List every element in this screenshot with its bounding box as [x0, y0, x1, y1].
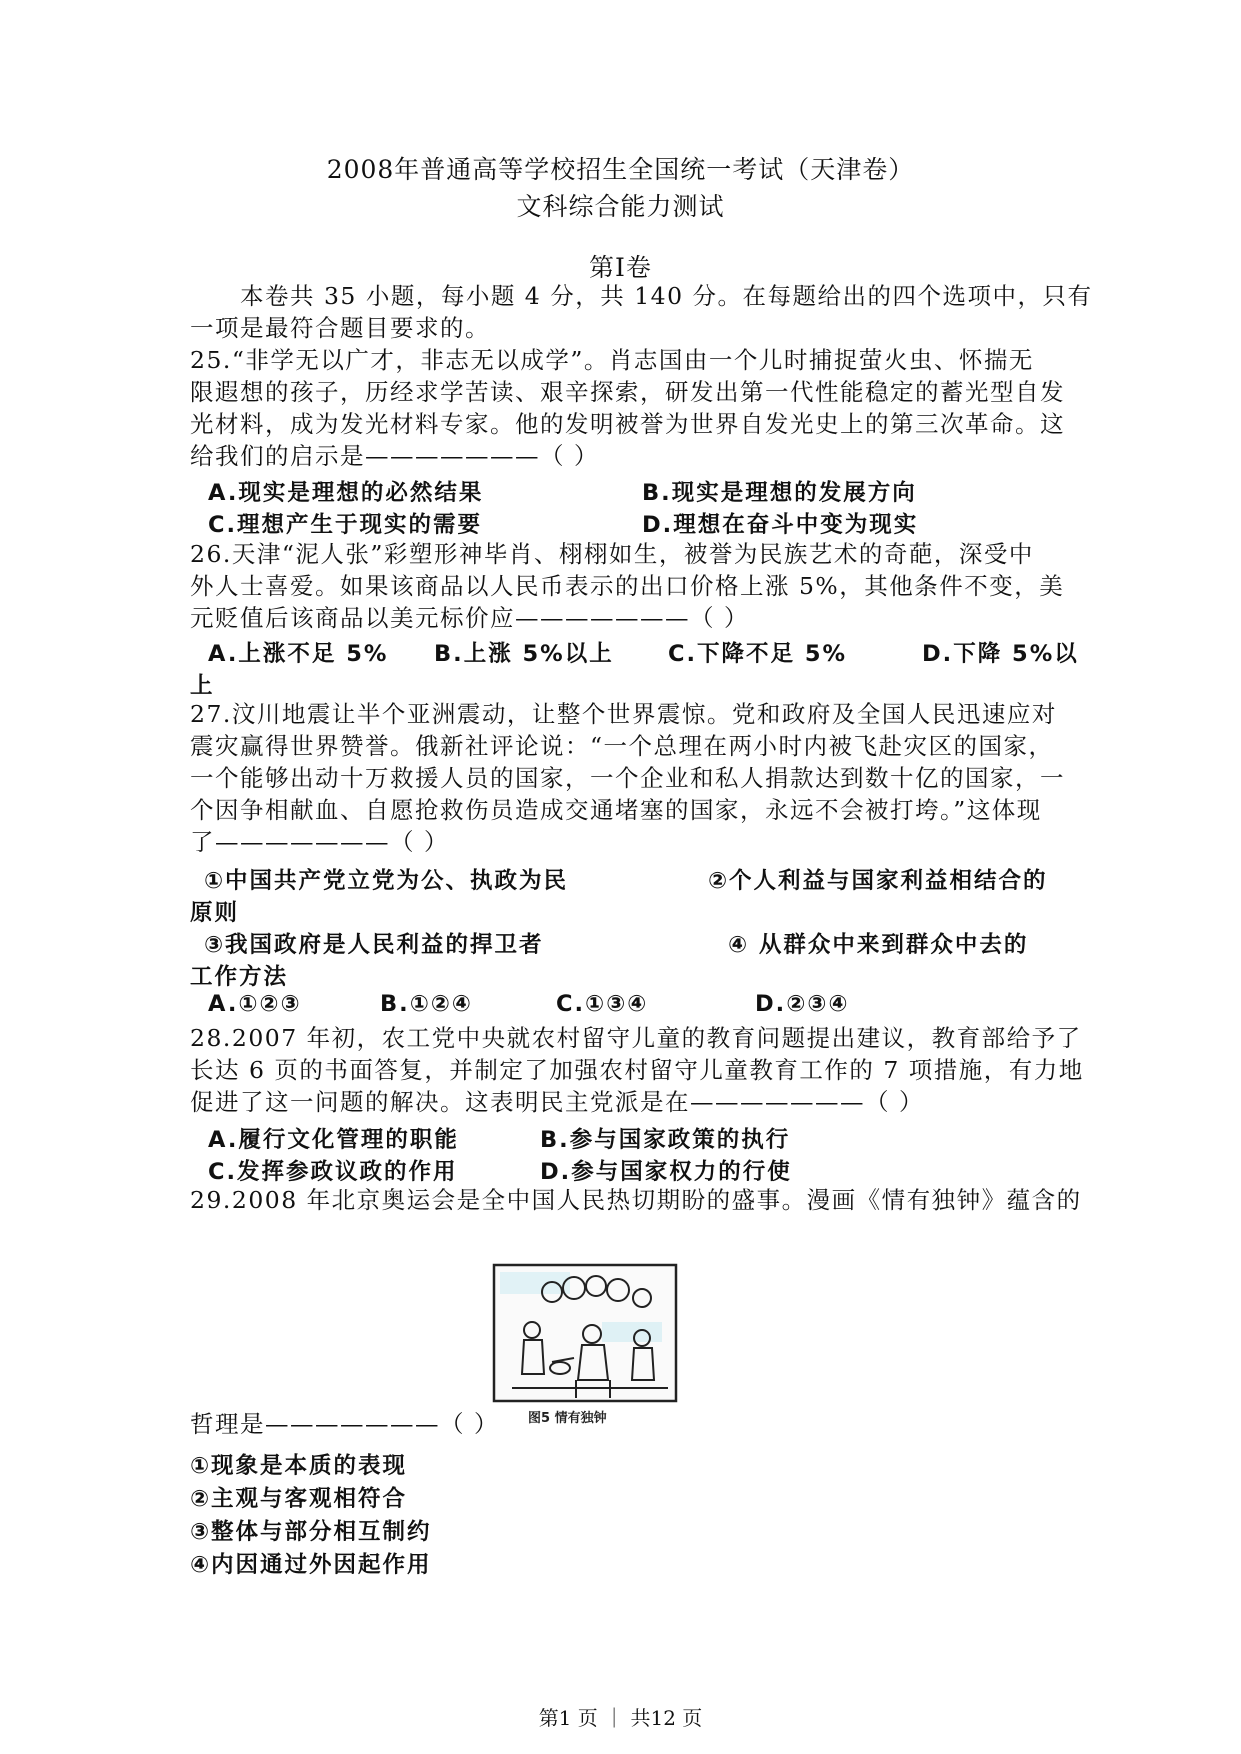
q26-option-c: C.下降不足 5% [668, 641, 848, 667]
q27-statement-2-continued: 原则 [190, 900, 240, 926]
cartoon-caption: 图5 情有独钟 [528, 1411, 607, 1426]
q27-option-c: C.①③④ [556, 991, 649, 1017]
page-footer: 第1 页 ｜ 共12 页 [538, 1706, 703, 1730]
question-26-text: 26.天津“泥人张”彩塑形神毕肖、栩栩如生，被誉为民族艺术的奇葩，深受中 [190, 540, 1034, 568]
question-27-text: 震灾赢得世界赞誉。俄新社评论说：“一个总理在两小时内被飞赴灾区的国家， [190, 732, 1054, 760]
question-26-text: 外人士喜爱。如果该商品以人民币表示的出口价格上涨 5%，其他条件不变，美 [190, 572, 1065, 600]
question-25-text: 25.“非学无以广才，非志无以成学”。肖志国由一个儿时捕捉萤火虫、怀揣无 [190, 346, 1034, 374]
q27-statement-3: ③我国政府是人民利益的捍卫者 [204, 932, 544, 958]
q26-option-a: A.上涨不足 5% [208, 641, 389, 667]
q25-option-c: C.理想产生于现实的需要 [208, 512, 483, 538]
q29-statement-1: ①现象是本质的表现 [190, 1453, 408, 1479]
q28-option-a: A.履行文化管理的职能 [208, 1127, 459, 1153]
exam-title: 2008年普通高等学校招生全国统一考试（天津卷） [326, 155, 915, 184]
q26-option-b: B.上涨 5%以上 [434, 641, 614, 667]
question-25-text: 光材料，成为发光材料专家。他的发明被誉为世界自发光史上的第三次革命。这 [190, 410, 1065, 438]
question-27-text: 27.汶川地震让半个亚洲震动，让整个世界震惊。党和政府及全国人民迅速应对 [190, 700, 1057, 728]
q28-option-d: D.参与国家权力的行使 [540, 1159, 792, 1185]
q27-option-b: B.①②④ [380, 991, 473, 1017]
question-28-text: 长达 6 页的书面答复，并制定了加强农村留守儿童教育工作的 7 项措施，有力地 [190, 1056, 1084, 1084]
question-28-text: 促进了这一问题的解决。这表明民主党派是在———————（ ） [190, 1088, 924, 1116]
question-28-text: 28.2007 年初，农工党中央就农村留守儿童的教育问题提出建议，教育部给予了 [190, 1024, 1082, 1052]
q27-statement-2: ②个人利益与国家利益相结合的 [708, 868, 1048, 894]
intro-line: 本卷共 35 小题，每小题 4 分，共 140 分。在每题给出的四个选项中，只有 [190, 282, 1093, 310]
question-25-text: 给我们的启示是———————（ ） [190, 442, 599, 470]
q27-statement-4: ④ 从群众中来到群众中去的 [728, 932, 1029, 958]
q25-option-b: B.现实是理想的发展方向 [642, 480, 917, 506]
q26-option-d-continued: 上 [190, 673, 215, 699]
question-27-text: 了———————（ ） [190, 828, 449, 856]
q25-option-a: A.现实是理想的必然结果 [208, 480, 484, 506]
exam-subtitle: 文科综合能力测试 [516, 192, 725, 221]
q27-statement-4-continued: 工作方法 [190, 964, 289, 990]
question-29-text: 哲理是———————（ ） [190, 1410, 499, 1438]
section-heading: 第Ⅰ卷 [589, 253, 652, 282]
cartoon-drawing [492, 1262, 692, 1430]
cartoon-image [492, 1262, 692, 1430]
question-27-text: 个因争相献血、自愿抢救伤员造成交通堵塞的国家，永远不会被打垮。”这体现 [190, 796, 1042, 824]
q29-statement-3: ③整体与部分相互制约 [190, 1519, 432, 1545]
q28-option-b: B.参与国家政策的执行 [540, 1127, 791, 1153]
q27-statement-1: ①中国共产党立党为公、执政为民 [204, 868, 569, 894]
q26-option-d: D.下降 5%以 [922, 641, 1079, 667]
q28-option-c: C.发挥参政议政的作用 [208, 1159, 458, 1185]
q29-statement-2: ②主观与客观相符合 [190, 1486, 408, 1512]
question-27-text: 一个能够出动十万救援人员的国家，一个企业和私人捐款达到数十亿的国家，一 [190, 764, 1065, 792]
question-29-text: 29.2008 年北京奥运会是全中国人民热切期盼的盛事。漫画《情有独钟》蕴含的 [190, 1186, 1082, 1214]
q27-option-a: A.①②③ [208, 991, 302, 1017]
question-25-text: 限遐想的孩子，历经求学苦读、艰辛探索，研发出第一代性能稳定的蓄光型自发 [190, 378, 1065, 406]
intro-line: 一项是最符合题目要求的。 [190, 314, 490, 342]
q27-option-d: D.②③④ [755, 991, 850, 1017]
q29-statement-4: ④内因通过外因起作用 [190, 1552, 432, 1578]
question-26-text: 元贬值后该商品以美元标价应———————（ ） [190, 604, 749, 632]
q25-option-d: D.理想在奋斗中变为现实 [642, 512, 919, 538]
